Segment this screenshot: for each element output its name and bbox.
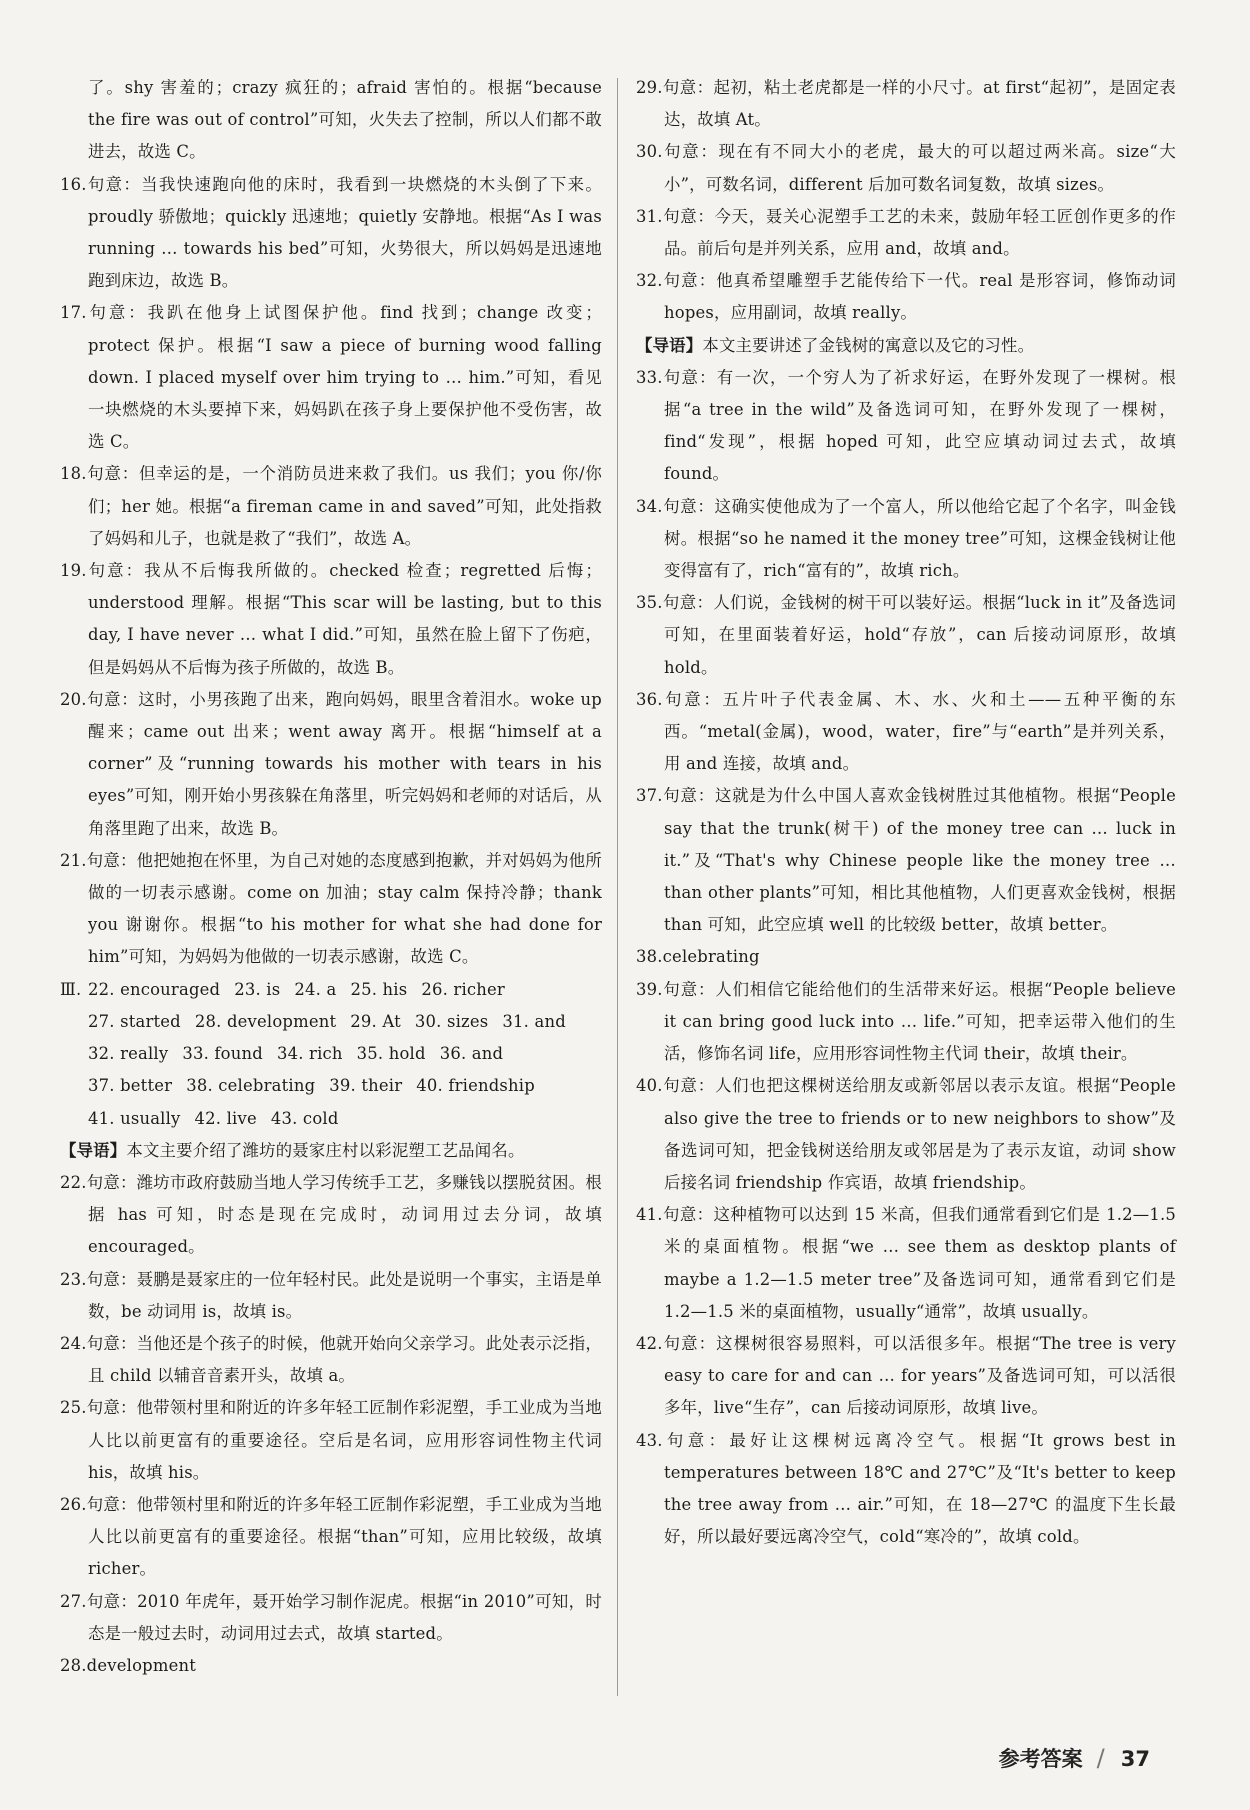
answer-item: [60, 1328, 602, 1392]
answer-row: [88, 1038, 602, 1070]
item-text: 句意：这时，小男孩跑了出来，跑向妈妈，眼里含着泪水。woke up 醒来；came out 出来；went away 离开。根据“himself at a corner”及“running towards his mother with tears in his eyes”可知，刚开始小男孩躲在角落里，听完妈妈和老师的对话后，从角落里跑了出来，故选 B。: [86, 689, 602, 838]
answer-item: [636, 941, 1176, 973]
item-text: 句意：当他还是个孩子的时候，他就开始向父亲学习。此处表示泛指，且 child 以辅音音素开头，故填 a。: [86, 1333, 602, 1386]
answer-item: [60, 1392, 602, 1489]
page-footer: [999, 1743, 1150, 1773]
item-number: 25.: [60, 1398, 87, 1418]
answer-item: [636, 491, 1176, 588]
item-number: 21.: [60, 850, 87, 870]
right-items-group-1: [636, 72, 1176, 330]
column-divider: [617, 78, 618, 1696]
item-number: 30.: [636, 142, 663, 162]
guide-tag: 【导语】: [636, 335, 703, 355]
answer-entry: 31. and: [502, 1011, 566, 1031]
item-number: 34.: [636, 496, 663, 516]
item-number: 16.: [60, 174, 87, 194]
answer-item: [60, 458, 602, 555]
item-number: 42.: [636, 1333, 663, 1353]
item-number: 31.: [636, 206, 663, 226]
right-column: [636, 72, 1176, 1553]
answer-entry: 36. and: [439, 1044, 504, 1064]
item-number: 37.: [636, 786, 663, 806]
item-number: 26.: [60, 1494, 87, 1514]
item-number: 35.: [636, 593, 663, 613]
item-number: 20.: [60, 689, 87, 709]
item-text: 句意：当我快速跑向他的床时，我看到一块燃烧的木头倒了下来。proudly 骄傲地；quickly 迅速地；quietly 安静地。根据“As I was running … towards his bed”可知，火势很大，所以妈妈是迅速地跑到床边，故选 B。: [86, 174, 602, 291]
answer-item: [60, 1167, 602, 1264]
item-number: 40.: [636, 1076, 663, 1096]
answer-item: [636, 136, 1176, 200]
item-text: 句意：但幸运的是，一个消防员进来救了我们。us 我们；you 你/你们；her 她。根据“a fireman came in and saved”可知，此处指救了妈妈和儿子，也就是救了“我们”，故选 A。: [86, 464, 602, 548]
answer-entry: 33. found: [182, 1044, 263, 1064]
answer-item: [60, 1489, 602, 1586]
item-number: 17.: [60, 303, 87, 323]
item-text: 句意：他带领村里和附近的许多年轻工匠制作彩泥塑，手工业成为当地人比以前更富有的重要途径。空后是名词，应用形容词性物主代词 his，故填 his。: [86, 1398, 602, 1482]
section-number: Ⅲ.: [60, 979, 82, 999]
answer-item: [636, 1199, 1176, 1328]
answer-item: [636, 1328, 1176, 1425]
item-15-continuation: 了。shy 害羞的；crazy 疯狂的；afraid 害怕的。根据“because the fire was out of control”可知，火失去了控制，所以人们都不敢进去，故选 C。: [88, 78, 602, 162]
answer-item: [636, 587, 1176, 684]
answer-item: [60, 1650, 602, 1682]
left-column: [60, 72, 602, 1682]
footer-label: 参考答案: [998, 1747, 1083, 1771]
answer-entry: 28. development: [194, 1011, 337, 1031]
item-text: 句意：现在有不同大小的老虎，最大的可以超过两米高。size“大小”，可数名词，different 后加可数名词复数，故填 sizes。: [662, 142, 1176, 194]
item-number: 19.: [60, 561, 87, 581]
answer-item: [60, 845, 602, 974]
guide-note: [636, 330, 1176, 362]
item-number: 28.: [60, 1655, 87, 1675]
answer-item: [636, 780, 1176, 941]
item-text: 句意：他带领村里和附近的许多年轻工匠制作彩泥塑，手工业成为当地人比以前更富有的重要途径。根据“than”可知，应用比较级，故填 richer。: [86, 1494, 602, 1579]
answer-item: [636, 1070, 1176, 1199]
item-text: 句意：他把她抱在怀里，为自己对她的态度感到抱歉，并对妈妈为他所做的一切表示感谢。come on 加油；stay calm 保持冷静；thank you 谢谢你。根据“to his mother for what she had done for him”可知，为妈妈为他做的一切表示感谢，故选 C。: [86, 850, 602, 967]
guide-text: 本文主要讲述了金钱树的寓意以及它的习性。: [702, 335, 1035, 355]
item-number: 36.: [636, 689, 663, 709]
answer-item: [636, 362, 1176, 491]
answer-entry: 25. his: [350, 979, 408, 999]
item-text: 句意：起初，粘土老虎都是一样的小尺寸。at first“起初”，是固定表达，故填 At。: [662, 78, 1176, 130]
item-text: 句意：这种植物可以达到 15 米高，但我们通常看到它们是 1.2—1.5 米的桌面植物。根据“we … see them as desktop plants of maybe a 1.2—1.5 meter tree”及备选词可知，通常看到它们是 1.2—1.5 米的桌面植物，usually“通常”，故填 usually。: [662, 1205, 1176, 1321]
item-text: 句意：有一次，一个穷人为了祈求好运，在野外发现了一棵树。根据“a tree in the wild”及备选词可知，在野外发现了一棵树，find“发现”，根据 hoped 可知，此空应填动词过去式，故填 found。: [662, 367, 1176, 484]
item-number: 43.: [636, 1430, 663, 1450]
answer-item: [60, 169, 602, 298]
footer-slash: /: [1096, 1744, 1105, 1772]
answer-row: [88, 1103, 602, 1135]
item-text: 句意：这棵树很容易照料，可以活很多年。根据“The tree is very easy to care for and can … for years”及备选词可知，可以活很多年，live“生存”，can 后接动词原形，故填 live。: [662, 1333, 1176, 1418]
item-number: 32.: [636, 271, 663, 291]
item-text: 句意：2010 年虎年，聂开始学习制作泥虎。根据“in 2010”可知，时态是一般过去时，动词用过去式，故填 started。: [86, 1591, 602, 1643]
guide-tag: 【导语】: [60, 1140, 127, 1160]
item-text: 句意：最好让这棵树远离冷空气。根据“It grows best in temperatures between 18℃ and 27℃”及“It's better to keep the tree away from … air.”可知，在 18—27℃ 的温度下生长最好，所以最好要远离冷空气，cold“寒冷的”，故填 cold。: [662, 1430, 1176, 1547]
answer-entry: 26. richer: [421, 979, 505, 999]
answer-entry: 40. friendship: [416, 1076, 535, 1096]
answer-entry: 34. rich: [276, 1044, 343, 1064]
item-text: 句意：潍坊市政府鼓励当地人学习传统手工艺，多赚钱以摆脱贫困。根据 has 可知，时态是现在完成时，动词用过去分词，故填 encouraged。: [86, 1172, 602, 1257]
item-number: 18.: [60, 464, 87, 484]
item-text: 句意：人们相信它能给他们的生活带来好运。根据“People believe it can bring good luck into … life.”可知，把幸运带入他们的生活，修饰名词 life，应用形容词性物主代词 their，故填 their。: [662, 979, 1176, 1064]
answer-entry: 39. their: [329, 1076, 403, 1096]
answer-row: [60, 974, 602, 1006]
item-text: 句意：这就是为什么中国人喜欢金钱树胜过其他植物。根据“People say that the trunk(树干) of the money tree can … luck in it.”及“That's why Chinese people like the money tree … than other plants”可知，相比其他植物，人们更喜欢金钱树，根据 than 可知，此空应填 well 的比较级 better，故填 better。: [662, 786, 1176, 935]
answer-item: [60, 297, 602, 458]
answer-entry: 27. started: [88, 1011, 181, 1031]
answer-row: [88, 1006, 602, 1038]
left-items-group-2: [60, 1167, 602, 1682]
item-text: 句意：人们说，金钱树的树干可以装好运。根据“luck in it”及备选词可知，在里面装着好运，hold“存放”，can 后接动词原形，故填 hold。: [662, 593, 1176, 677]
item-number: 22.: [60, 1172, 87, 1192]
answer-entry: 30. sizes: [414, 1011, 489, 1031]
item-text: 句意：我从不后悔我所做的。checked 检查；regretted 后悔；understood 理解。根据“This scar will be lasting, but to this day, I have never … what I did.”可知，虽然在脸上留下了伤疤，但是妈妈从不后悔为孩子所做的，故选 B。: [86, 561, 602, 677]
answer-item: [636, 72, 1176, 136]
answer-entry: 29. At: [350, 1011, 401, 1031]
answer-item: [60, 1586, 602, 1650]
answer-item: [60, 684, 602, 845]
item-text: celebrating: [662, 947, 760, 967]
answer-item: [60, 555, 602, 684]
section-3-answer-list: [60, 974, 602, 1135]
item-text: 句意：聂鹏是聂家庄的一位年轻村民。此处是说明一个事实，主语是单数，be 动词用 is，故填 is。: [86, 1269, 602, 1321]
page-number: 37: [1120, 1747, 1150, 1771]
item-number: 29.: [636, 78, 663, 97]
answer-entry: 41. usually: [88, 1108, 181, 1128]
item-number: 33.: [636, 367, 663, 387]
answer-entry: 32. really: [88, 1044, 169, 1064]
item-number: 24.: [60, 1333, 87, 1353]
answer-entry: 37. better: [88, 1076, 173, 1096]
answer-entry: 23. is: [234, 979, 281, 999]
item-number: 23.: [60, 1269, 87, 1289]
item-text: 句意：人们也把这棵树送给朋友或新邻居以表示友谊。根据“People also give the tree to friends or to new neighbors to show”及备选词可知，把金钱树送给朋友或邻居是为了表示友谊，动词 show 后接名词 friendship 作宾语，故填 friendship。: [662, 1076, 1176, 1192]
item-number: 38.: [636, 947, 663, 967]
item-text: 句意：这确实使他成为了一个富人，所以他给它起了个名字，叫金钱树。根据“so he named it the money tree”可知，这棵金钱树让他变得富有了，rich“富有的”，故填 rich。: [662, 496, 1176, 581]
answer-entry: 38. celebrating: [186, 1076, 316, 1096]
left-items-group-1: [60, 169, 602, 974]
answer-item: [636, 201, 1176, 265]
guide-text: 本文主要介绍了潍坊的聂家庄村以彩泥塑工艺品闻名。: [126, 1140, 525, 1160]
answer-row: [88, 1070, 602, 1102]
answer-item: [60, 1264, 602, 1328]
item-text: 句意：今天，聂关心泥塑手工艺的未来，鼓励年轻工匠创作更多的作品。前后句是并列关系，应用 and，故填 and。: [662, 206, 1176, 259]
item-text: development: [86, 1655, 197, 1675]
answer-item: [636, 684, 1176, 781]
answer-entry: 42. live: [194, 1108, 257, 1128]
item-number: 27.: [60, 1591, 87, 1611]
answer-item: [636, 265, 1176, 329]
answer-entry: 22. encouraged: [88, 979, 221, 999]
guide-note: [60, 1135, 602, 1167]
answer-entry: 35. hold: [356, 1044, 426, 1064]
answer-item: [636, 1425, 1176, 1554]
right-items-group-2: [636, 362, 1176, 1554]
item-text: 句意：他真希望雕塑手艺能传给下一代。real 是形容词，修饰动词 hopes，应用副词，故填 really。: [662, 271, 1176, 323]
item-text: 句意：五片叶子代表金属、木、水、火和土——五种平衡的东西。“metal(金属)，wood，water，fire”与“earth”是并列关系，用 and 连接，故填 and。: [662, 689, 1176, 774]
answer-entry: 24. a: [294, 979, 337, 999]
item-number: 39.: [636, 979, 663, 999]
item-text: 句意：我趴在他身上试图保护他。find 找到；change 改变；protect 保护。根据“I saw a piece of burning wood falling down. I placed myself over him trying to … him.”可知，看见一块燃烧的木头要掉下来，妈妈趴在孩子身上要保护他不受伤害，故选 C。: [86, 303, 602, 452]
answer-entry: 43. cold: [270, 1108, 339, 1128]
answer-item: [636, 974, 1176, 1071]
item-number: 41.: [636, 1205, 663, 1225]
